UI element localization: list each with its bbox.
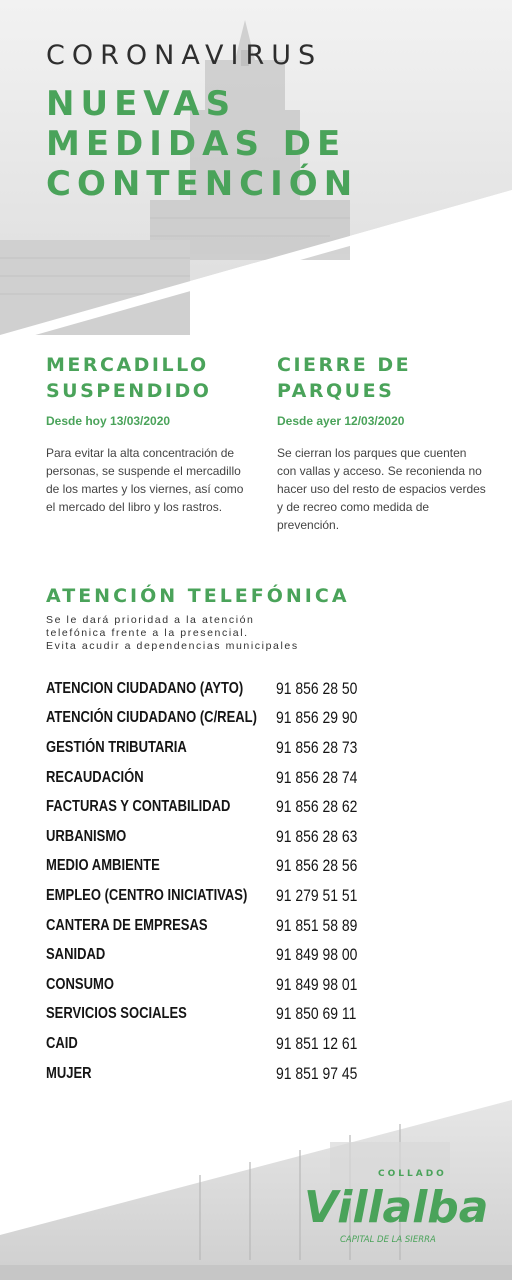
contact-name: FACTURAS Y CONTABILIDAD: [46, 798, 231, 816]
phone-section-subtitle: [46, 614, 466, 653]
contact-name: CANTERA DE EMPRESAS: [46, 916, 208, 934]
contact-phone: 91 851 58 89: [276, 915, 358, 935]
contact-list: [46, 674, 466, 1088]
contact-row: [46, 792, 466, 822]
subtitle-line: Se le dará prioridad a la atención: [46, 614, 255, 626]
logo-main-text: Villalba: [304, 1182, 489, 1233]
headline-line: MEDIDAS DE: [46, 124, 347, 164]
phone-section-title: ATENCIÓN TELEFÓNICA: [46, 585, 350, 607]
market-date: Desde hoy 13/03/2020: [46, 414, 171, 428]
contact-phone: 91 850 69 11: [276, 1004, 357, 1024]
market-body: Para evitar la alta concentración de personas, se suspende el mercadillo de los martes y los viernes, así como el mercado del libro y los rastros.: [46, 446, 244, 514]
contact-row: [46, 970, 466, 1000]
contact-row: [46, 852, 466, 882]
contact-row: [46, 763, 466, 793]
contact-name: SANIDAD: [46, 946, 106, 964]
contact-name: MEDIO AMBIENTE: [46, 857, 160, 875]
contact-name: CONSUMO: [46, 975, 115, 993]
contact-phone: 91 856 28 63: [276, 826, 358, 846]
contact-phone: 91 856 28 62: [276, 797, 358, 817]
logo-top-text: COLLADO: [378, 1169, 447, 1179]
subtitle-line: Evita acudir a dependencias municipales: [46, 640, 299, 652]
collado-villalba-logo: [300, 1160, 490, 1250]
contact-name: RECAUDACIÓN: [46, 768, 144, 786]
contact-name: SERVICIOS SOCIALES: [46, 1005, 187, 1023]
contact-name: ATENCION CIUDADANO (AYTO): [46, 679, 244, 697]
headline-line: NUEVAS: [46, 84, 237, 124]
parks-date: Desde ayer 12/03/2020: [277, 414, 405, 428]
contact-row: [46, 1029, 466, 1059]
parks-body: Se cierran los parques que cuenten con vallas y acceso. Se reconienda no hacer uso del resto de espacios verdes y de recreo como medida de prevención.: [277, 446, 486, 532]
contact-row: [46, 822, 466, 852]
contact-phone: 91 856 28 73: [276, 737, 358, 757]
kicker-title: CORONAVIRUS: [46, 40, 323, 71]
contact-row: [46, 881, 466, 911]
headline-line: CONTENCIÓN: [46, 164, 359, 204]
contact-row: [46, 911, 466, 941]
contact-row: [46, 733, 466, 763]
parks-title: CIERRE DE PARQUES: [277, 354, 412, 402]
contact-name: GESTIÓN TRIBUTARIA: [46, 738, 187, 756]
contact-phone: 91 851 97 45: [276, 1063, 358, 1083]
headline: [46, 84, 486, 204]
contact-phone: 91 851 12 61: [276, 1033, 358, 1053]
subtitle-line: telefónica frente a la presencial.: [46, 627, 249, 639]
contact-phone: 91 856 29 90: [276, 708, 358, 728]
contact-row: [46, 674, 466, 704]
contact-phone: 91 849 98 00: [276, 945, 358, 965]
contact-name: ATENCIÓN CIUDADANO (C/REAL): [46, 709, 257, 727]
contact-row: [46, 1000, 466, 1030]
parks-notice: [277, 352, 487, 534]
contact-name: EMPLEO (CENTRO INICIATIVAS): [46, 886, 248, 904]
market-notice: [46, 352, 256, 516]
contact-phone: 91 856 28 74: [276, 767, 358, 787]
contact-phone: 91 856 28 56: [276, 856, 358, 876]
contact-row: [46, 940, 466, 970]
contact-phone: 91 279 51 51: [276, 885, 358, 905]
contact-name: CAID: [46, 1034, 78, 1052]
contact-name: MUJER: [46, 1064, 92, 1082]
contact-phone: 91 849 98 01: [276, 974, 358, 994]
logo-tagline: CAPITAL DE LA SIERRA: [340, 1235, 436, 1245]
contact-name: URBANISMO: [46, 827, 127, 845]
contact-row: [46, 704, 466, 734]
contact-phone: 91 856 28 50: [276, 678, 358, 698]
market-title: MERCADILLO SUSPENDIDO: [46, 354, 212, 402]
